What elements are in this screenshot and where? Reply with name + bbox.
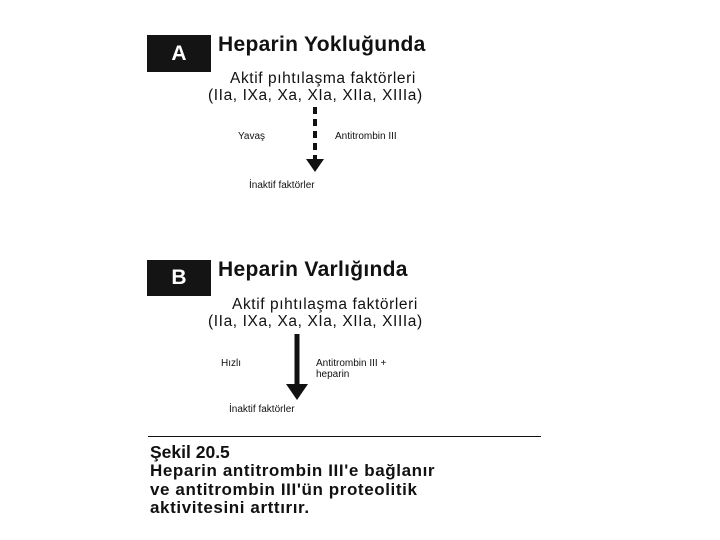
panel-a-title: Heparin Yokluğunda <box>218 33 426 56</box>
panel-b-speed-label: Hızlı <box>221 358 241 369</box>
panel-b-badge-letter: B <box>171 266 187 289</box>
panel-a-factors-line1: Aktif pıhtılaşma faktörleri <box>230 70 416 87</box>
panel-b-factors-line1: Aktif pıhtılaşma faktörleri <box>232 296 418 313</box>
panel-b-title: Heparin Varlığında <box>218 258 408 281</box>
panel-b-agent-label-line2: heparin <box>316 369 350 380</box>
panel-a-dashed-arrow <box>300 105 330 175</box>
caption-line2: ve antitrombin III'ün proteolitik <box>150 479 418 499</box>
panel-b-solid-arrow <box>282 332 312 404</box>
panel-b-agent-label-line1: Antitrombin III + <box>316 358 387 369</box>
panel-a-badge <box>147 35 211 72</box>
panel-b-badge <box>147 260 211 296</box>
caption-line3: aktivitesini arttırır. <box>150 498 310 517</box>
panel-a-badge-letter: A <box>171 41 187 65</box>
panel-b-factors-line2: (IIa, IXa, Xa, XIa, XIIa, XIIIa) <box>208 313 423 330</box>
panel-a-result-label: İnaktif faktörler <box>249 180 315 191</box>
figure-number: Şekil 20.5 <box>150 442 230 462</box>
panel-a-speed-label: Yavaş <box>238 131 266 142</box>
panel-a-agent-label: Antitrombin III <box>335 131 397 142</box>
caption-text <box>150 462 435 518</box>
caption-divider <box>148 436 541 437</box>
panel-b-result-label: İnaktif faktörler <box>229 404 295 415</box>
caption-line1: Heparin antitrombin III'e bağlanır <box>150 461 436 480</box>
panel-a-factors-line2: (IIa, IXa, Xa, XIa, XIIa, XIIIa) <box>208 87 423 104</box>
